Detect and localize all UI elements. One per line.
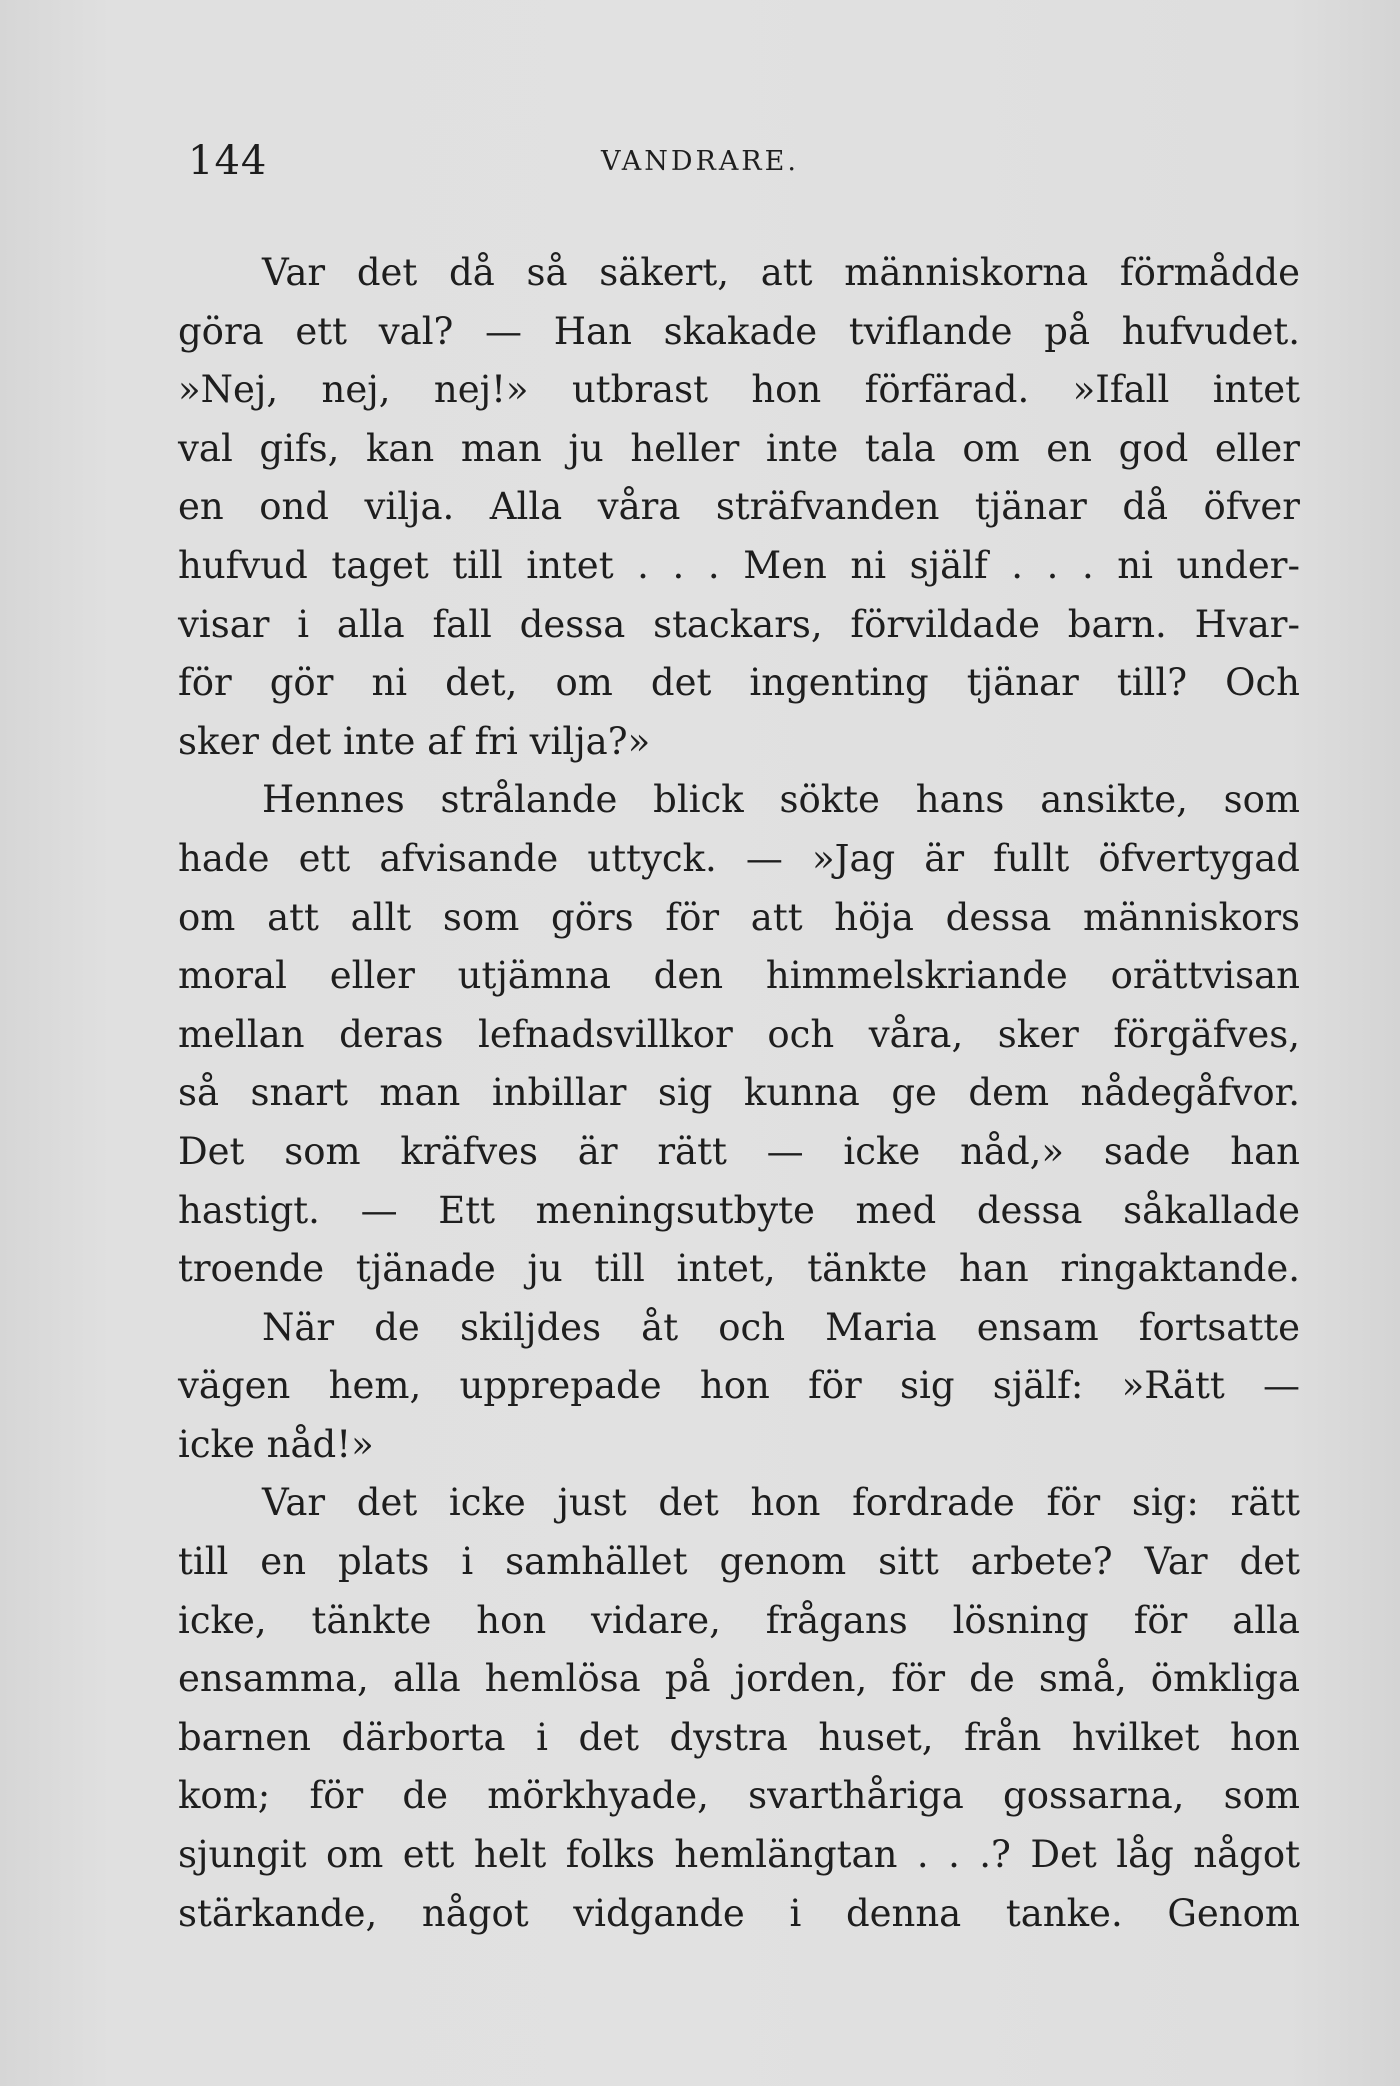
text-line: för gör ni det, om det ingenting tjänar till? Och (178, 661, 1300, 705)
text-line: mellan deras lefnadsvillkor och våra, sker förgäfves, (178, 1012, 1300, 1056)
text-line: hufvud taget till intet . . . Men ni själf . . . ni under- (178, 543, 1300, 587)
text-line: vägen hem, upprepade hon för sig själf: »Rätt — (178, 1364, 1300, 1408)
text-line: Hennes strålande blick sökte hans ansikte, som (262, 778, 1300, 822)
running-title: VANDRARE. (601, 146, 799, 177)
body-text (178, 244, 1300, 1943)
text-line: kom; för de mörkhyade, svarthåriga gossarna, som (178, 1774, 1300, 1818)
text-line: ensamma, alla hemlösa på jorden, för de små, ömkliga (178, 1657, 1300, 1701)
text-line: sjungit om ett helt folks hemlängtan . . .? Det låg något (178, 1833, 1300, 1877)
text-line: »Nej, nej, nej!» utbrast hon förfärad. »Ifall intet (178, 368, 1300, 412)
text-line: stärkande, något vidgande i denna tanke. Genom (178, 1891, 1300, 1935)
text-line: moral eller utjämna den himmelskriande orättvisan (178, 954, 1300, 998)
text-line: icke, tänkte hon vidare, frågans lösning för alla (178, 1598, 1300, 1642)
text-line: Var det icke just det hon fordrade för sig: rätt (262, 1481, 1300, 1525)
text-line: så snart man inbillar sig kunna ge dem nådegåfvor. (178, 1071, 1300, 1115)
text-line: Det som kräfves är rätt — icke nåd,» sade han (178, 1129, 1300, 1173)
text-line: visar i alla fall dessa stackars, förvildade barn. Hvar- (178, 602, 1300, 646)
page-number: 144 (188, 138, 268, 184)
text-line: troende tjänade ju till intet, tänkte han ringaktande. (178, 1247, 1300, 1291)
text-line: Var det då så säkert, att människorna förmådde (262, 251, 1300, 294)
text-line: barnen därborta i det dystra huset, från hvilket hon (178, 1715, 1300, 1759)
running-head (180, 138, 1220, 198)
text-line: en ond vilja. Alla våra sträfvanden tjänar då öfver (178, 485, 1300, 529)
text-line: sker det inte af fri vilja?» (178, 719, 651, 763)
text-line: till en plats i samhället genom sitt arbete? Var det (178, 1540, 1300, 1584)
text-line: göra ett val? — Han skakade tviflande på hufvudet. (178, 309, 1300, 353)
text-line: val gifs, kan man ju heller inte tala om en god eller (178, 426, 1300, 470)
text-line: icke nåd!» (178, 1422, 374, 1466)
text-line: hastigt. — Ett meningsutbyte med dessa såkallade (178, 1188, 1300, 1232)
text-line: När de skiljdes åt och Maria ensam fortsatte (262, 1305, 1300, 1349)
text-line: hade ett afvisande uttyck. — »Jag är fullt öfvertygad (178, 836, 1300, 880)
text-line: om att allt som görs för att höja dessa människors (178, 895, 1300, 939)
